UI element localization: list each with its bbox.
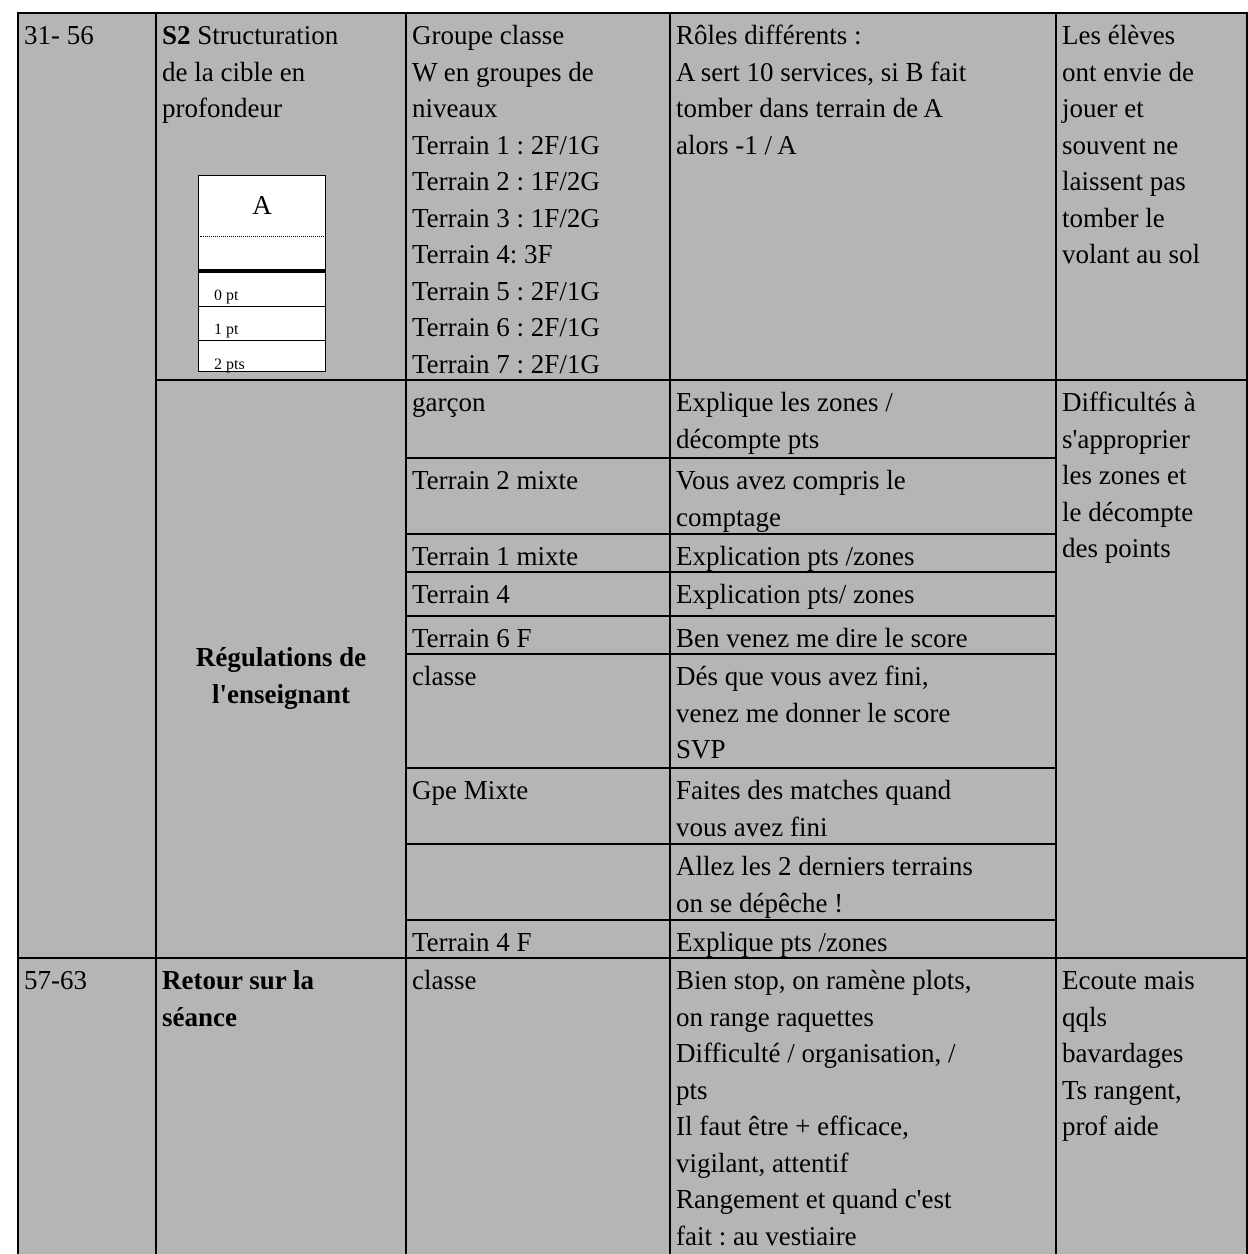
- regulation-group: garçon: [406, 380, 670, 458]
- retour-group-cell: [406, 958, 670, 1254]
- table-border: [406, 919, 1056, 921]
- table-border: [406, 653, 1056, 655]
- organisation-cell: [406, 13, 670, 380]
- consigne-line: alors -1 / A: [676, 129, 797, 160]
- observation-line: laissent pas: [1062, 166, 1186, 196]
- observation-line: qqls: [1062, 1001, 1108, 1032]
- diagram-player-label: A: [252, 190, 272, 220]
- regulations-label: l'enseignant: [211, 678, 351, 709]
- time-text: 31- 56: [24, 20, 94, 50]
- observation-line: Difficultés à: [1062, 387, 1196, 417]
- retour-line: fait : au vestiaire: [676, 1220, 857, 1251]
- table-border: [156, 379, 1248, 381]
- regulation-text: Ben venez me dire le score: [670, 616, 1056, 654]
- regulation-text: Dés que vous avez fini, venez me donner le score SVP: [670, 654, 1056, 768]
- retour-line: pts: [676, 1074, 708, 1105]
- table-border: [17, 957, 1248, 959]
- regulation-group: Terrain 6 F: [406, 616, 670, 654]
- regulation-group: classe: [406, 654, 670, 768]
- table-border: [406, 571, 1056, 573]
- time-text: 57-63: [24, 965, 87, 995]
- observations-cell-3: [1056, 958, 1248, 1254]
- retour-text-cell: [670, 958, 1056, 1254]
- table-border: [669, 12, 671, 1254]
- regulation-group: Terrain 2 mixte: [406, 458, 670, 534]
- table-border: [1055, 12, 1057, 1254]
- consigne-line: A sert 10 services, si B fait: [676, 56, 967, 87]
- time-cell-3: [18, 958, 156, 1254]
- regulation-text: Faites des matches quand vous avez fini: [670, 768, 1056, 844]
- consignes-cell: [670, 13, 1056, 380]
- observation-line: des points: [1062, 533, 1171, 563]
- observation-line: Ts rangent,: [1062, 1074, 1182, 1105]
- observation-line: le décompte: [1062, 496, 1194, 527]
- organisation-line: niveaux: [412, 93, 498, 123]
- organisation-line: Terrain 3 : 1F/2G: [412, 202, 600, 233]
- observations-cell-2: [1056, 380, 1248, 958]
- observation-line: Les élèves: [1062, 20, 1176, 50]
- organisation-line: Terrain 7 : 2F/1G: [412, 348, 600, 379]
- diagram-zone: [199, 273, 325, 307]
- observation-line: jouer et: [1062, 93, 1144, 123]
- observation-line: les zones et: [1062, 460, 1187, 490]
- observation-line: prof aide: [1062, 1111, 1159, 1141]
- organisation-line: Terrain 2 : 1F/2G: [412, 166, 600, 196]
- observation-line: s'approprier: [1062, 423, 1190, 454]
- table-border: [405, 12, 407, 1254]
- organisation-line: W en groupes de: [412, 56, 594, 87]
- retour-line: Il faut être + efficace,: [676, 1111, 909, 1141]
- retour-line: Difficulté / organisation, /: [676, 1038, 956, 1068]
- diagram-dotted-line: [200, 236, 324, 237]
- organisation-line: Terrain 4: 3F: [412, 239, 553, 269]
- regulation-text: Explique pts /zones: [670, 920, 1056, 958]
- situation-line: de la cible en: [162, 56, 306, 87]
- time-cell-2: [18, 380, 156, 958]
- observation-line: tomber le: [1062, 202, 1165, 233]
- table-border: [17, 12, 1248, 14]
- observation-line: volant au sol: [1062, 239, 1200, 269]
- regulation-group: Terrain 4: [406, 572, 670, 616]
- zone-label: 1 pt: [214, 321, 239, 338]
- organisation-line: Groupe classe: [412, 20, 565, 50]
- observation-line: ont envie de: [1062, 56, 1194, 87]
- retour-line: vigilant, attentif: [676, 1147, 849, 1178]
- regulation-text: Vous avez compris le comptage: [670, 458, 1056, 534]
- regulations-label-cell: [156, 380, 406, 958]
- observations-cell-1: [1056, 13, 1248, 380]
- zone-label: 0 pt: [214, 287, 239, 304]
- observation-line: souvent ne: [1062, 129, 1179, 160]
- regulations-label: Régulations de: [195, 642, 367, 672]
- organisation-line: Terrain 6 : 2F/1G: [412, 312, 600, 342]
- retour-title: séance: [162, 1001, 237, 1032]
- situation-title: Structuration: [197, 20, 339, 50]
- diagram-zone: [199, 307, 325, 341]
- observation-line: Ecoute mais: [1062, 965, 1195, 995]
- organisation-line: Terrain 1 : 2F/1G: [412, 129, 600, 160]
- table-border: [155, 12, 157, 1254]
- retour-line: Rangement et quand c'est: [676, 1184, 952, 1214]
- situation-line: profondeur: [162, 93, 282, 123]
- regulation-text: Explique les zones / décompte pts: [670, 380, 1056, 458]
- retour-title: Retour sur la: [162, 965, 315, 995]
- regulation-text: Allez les 2 derniers terrains on se dépêche !: [670, 844, 1056, 920]
- regulation-text: Explication pts /zones: [670, 534, 1056, 572]
- regulation-text: Explication pts/ zones: [670, 572, 1056, 616]
- situation-line: [162, 17, 406, 54]
- retour-group: classe: [412, 965, 477, 995]
- consigne-line: Rôles différents :: [676, 20, 862, 50]
- regulation-group: Gpe Mixte: [406, 768, 670, 844]
- time-cell-1: [18, 13, 156, 380]
- table-border: [406, 533, 1056, 535]
- target-zone-diagram: [198, 175, 326, 372]
- consigne-line: tomber dans terrain de A: [676, 93, 943, 123]
- zone-label: 2 pts: [214, 356, 245, 373]
- regulation-group: Terrain 4 F: [406, 920, 670, 958]
- table-border: [406, 457, 1056, 459]
- table-border: [406, 767, 1056, 769]
- retour-title-cell: [156, 958, 406, 1254]
- organisation-line: Terrain 5 : 2F/1G: [412, 275, 600, 306]
- table-border: [406, 843, 1056, 845]
- diagram-zone: [199, 341, 325, 375]
- regulation-group: Terrain 1 mixte: [406, 534, 670, 572]
- table-border: [17, 12, 19, 1254]
- situation-code: S2: [162, 20, 191, 50]
- table-border: [406, 615, 1056, 617]
- retour-line: Bien stop, on ramène plots,: [676, 965, 972, 995]
- observation-line: bavardages: [1062, 1038, 1184, 1068]
- retour-line: on range raquettes: [676, 1001, 874, 1032]
- regulation-group: [406, 844, 670, 920]
